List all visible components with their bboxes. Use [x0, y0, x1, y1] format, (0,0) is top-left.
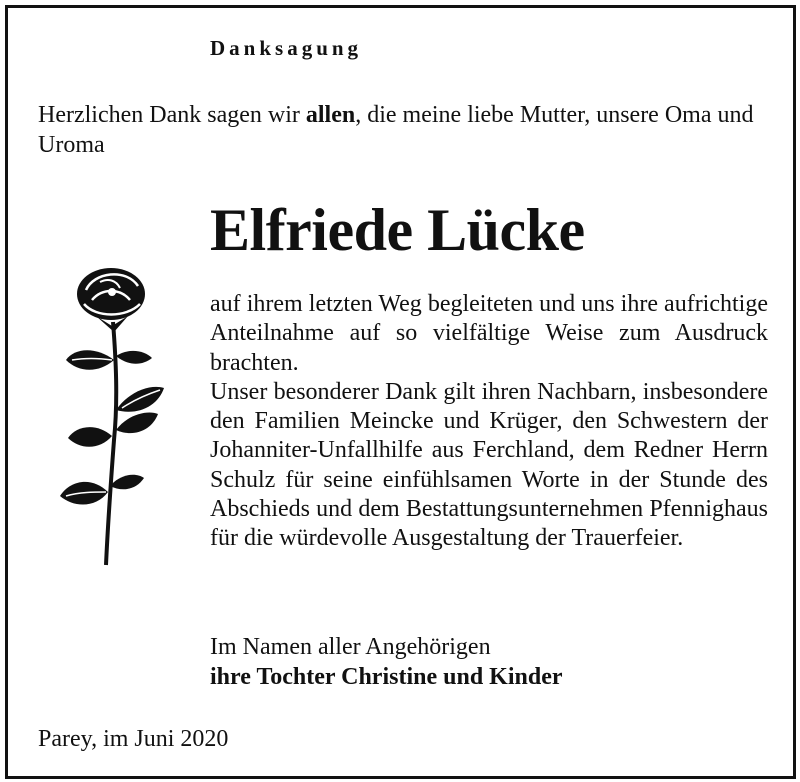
deceased-name: Elfriede Lücke: [210, 197, 585, 263]
intro-bold: allen: [305, 102, 356, 128]
notice-frame: [5, 5, 796, 779]
signature-line-2: ihre Tochter Christine und Kinder: [210, 664, 563, 690]
intro-text: [38, 100, 778, 160]
body-paragraph-1: auf ihrem letzten Weg begleiteten und uns ihre aufrichtige Anteilnahme auf so vielfältige Weise zum Ausdruck brachten.: [210, 291, 768, 376]
heading: Danksagung: [210, 36, 363, 60]
signature: [210, 632, 770, 692]
place-date: Parey, im Juni 2020: [38, 726, 229, 752]
rose-icon: [56, 260, 166, 570]
signature-line-1: Im Namen aller Angehörigen: [210, 634, 491, 660]
body-text: [210, 290, 768, 554]
intro-after: , die meine liebe Mutter, unsere Oma und Uroma: [38, 102, 754, 158]
intro-before: Herzlichen Dank sagen wir: [38, 102, 306, 128]
body-paragraph-2: Unser besonderer Dank gilt ihren Nachbarn, insbesondere den Familien Meincke und Krüger, den Schwestern der Johanniter-Unfallhilfe aus Ferchland, dem Redner Herrn Schulz für seine einfühlsamen Worte in der Stunde des Abschieds und dem Bestattungsunternehmen Pfennighaus für die würdevolle Ausgestaltung der Trauerfeier.: [210, 378, 768, 552]
